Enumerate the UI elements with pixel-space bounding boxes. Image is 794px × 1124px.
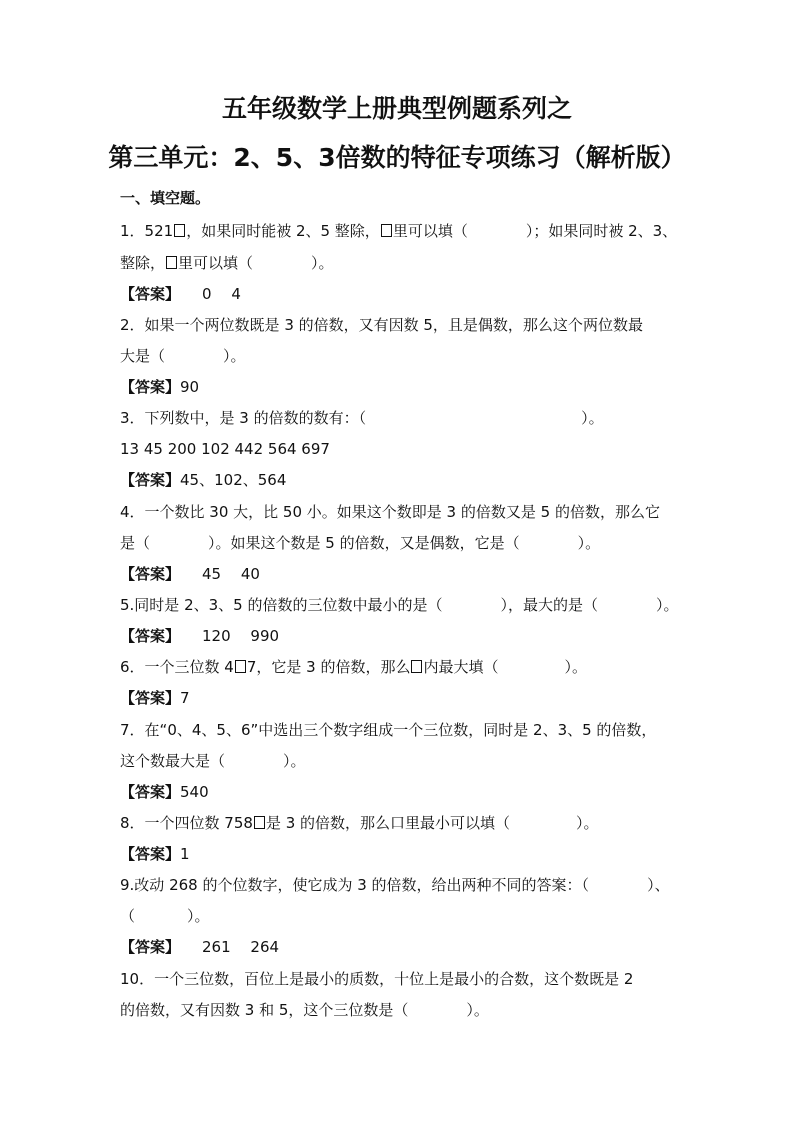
question-7-line1: 7．在“0、4、5、6”中选出三个数字组成一个三位数，同时是 2、3、5 的倍数，	[120, 721, 657, 739]
question-10-line2	[120, 999, 489, 1021]
answer-label: 【答案】	[120, 783, 181, 801]
answer-4-value: 45 40	[202, 565, 260, 583]
answer-label: 【答案】	[120, 471, 181, 489]
answer-6-value: 7	[180, 689, 190, 707]
question-8-line1	[120, 812, 599, 834]
answer-3	[120, 469, 286, 491]
q7-line2-text-a: 这个数最大是（	[120, 752, 226, 770]
answer-label: 【答案】	[120, 689, 181, 707]
answer-4	[120, 563, 260, 585]
answer-2-value: 90	[180, 378, 200, 396]
q9-line2-text-b: ）。	[187, 907, 210, 925]
q6-text-d: ）。	[564, 658, 588, 676]
blank-box-icon	[254, 816, 265, 829]
q4-line2-text-a: 是（	[120, 534, 151, 552]
q1-line2-text-a: 整除，	[120, 254, 166, 272]
answer-label: 【答案】	[120, 378, 181, 396]
q1-line2-text-b: 里可以填（	[178, 254, 254, 272]
answer-8	[120, 843, 190, 865]
answer-5-value: 120 990	[202, 627, 280, 645]
q1-line2-text-c: ）。	[311, 254, 334, 272]
question-9-line1	[120, 874, 670, 896]
question-3-numbers: 13 45 200 102 442 564 697	[120, 440, 330, 458]
q5-text-b: ），最大的是（	[500, 596, 598, 614]
blank-box-icon	[381, 224, 392, 237]
question-7-line2	[120, 750, 306, 772]
q9-text-b: ）、	[647, 876, 670, 894]
q3-text-b: ）。	[581, 409, 604, 427]
question-4-line2	[120, 532, 600, 554]
q9-text-a: 9.改动 268 的个位数字，使它成为 3 的倍数，给出两种不同的答案：（	[120, 876, 590, 894]
answer-7	[120, 781, 209, 803]
document-title-line2: 第三单元：2、5、3倍数的特征专项练习（解析版）	[108, 143, 686, 172]
q8-text-c: ）。	[576, 814, 599, 832]
question-3-line1	[120, 407, 604, 429]
q8-text-a: 8．一个四位数 758	[120, 814, 253, 832]
question-2-line1: 2．如果一个两位数既是 3 的倍数，又有因数 5，且是偶数，那么这个两位数最	[120, 316, 643, 334]
blank-box-icon	[166, 256, 177, 269]
section-heading-fill-blank: 一、填空题。	[120, 189, 211, 207]
q9-line2-text-a: （	[120, 907, 136, 925]
blank-box-icon	[411, 660, 422, 673]
q1-text-d: ）；如果同时被 2、3、	[525, 222, 678, 240]
answer-label: 【答案】	[120, 627, 181, 645]
question-1-line1	[120, 220, 677, 242]
q7-line2-text-b: ）。	[283, 752, 306, 770]
question-2-line2	[120, 345, 246, 367]
answer-7-value: 540	[180, 783, 209, 801]
answer-9-value: 261 264	[202, 938, 280, 956]
q10-line2-text-b: ）。	[466, 1001, 489, 1019]
question-6-line1	[120, 656, 587, 678]
answer-label: 【答案】	[120, 285, 181, 303]
question-5-line1	[120, 594, 679, 616]
q1-text-b: ，如果同时能被 2、5 整除，	[186, 222, 380, 240]
q5-text-a: 5.同时是 2、3、5 的倍数的三位数中最小的是（	[120, 596, 443, 614]
answer-3-value: 45、102、564	[180, 471, 287, 489]
question-9-line2	[120, 905, 210, 927]
q5-text-c: ）。	[656, 596, 679, 614]
answer-label: 【答案】	[120, 938, 181, 956]
q4-line2-text-b: ）。如果这个数是 5 的倍数，又是偶数，它是（	[208, 534, 520, 552]
answer-5	[120, 625, 279, 647]
blank-box-icon	[235, 660, 246, 673]
question-1-line2	[120, 252, 334, 274]
answer-8-value: 1	[180, 845, 190, 863]
answer-6	[120, 687, 190, 709]
q4-line2-text-c: ）。	[577, 534, 601, 552]
question-10-line1: 10．一个三位数，百位上是最小的质数，十位上是最小的合数，这个数既是 2	[120, 970, 634, 988]
q1-text-c: 里可以填（	[392, 222, 468, 240]
answer-1-value: 0 4	[202, 285, 241, 303]
q6-text-c: 内最大填（	[423, 658, 499, 676]
q10-line2-text-a: 的倍数，又有因数 3 和 5，这个三位数是（	[120, 1001, 409, 1019]
q8-text-b: 是 3 的倍数，那么口里最小可以填（	[265, 814, 511, 832]
answer-label: 【答案】	[120, 845, 181, 863]
blank-box-icon	[174, 224, 185, 237]
answer-9	[120, 936, 279, 958]
q3-text-a: 3．下列数中，是 3 的倍数的数有：（	[120, 409, 367, 427]
answer-1	[120, 283, 241, 305]
question-4-line1: 4．一个数比 30 大，比 50 小。如果这个数即是 3 的倍数又是 5 的倍数，那么它	[120, 503, 660, 521]
q2-line2-text-a: 大是（	[120, 347, 166, 365]
q1-text-a: 1．521	[120, 222, 174, 240]
q2-line2-text-b: ）。	[223, 347, 246, 365]
document-title-line1: 五年级数学上册典型例题系列之	[221, 94, 572, 123]
q6-text-a: 6．一个三位数 4	[120, 658, 234, 676]
answer-label: 【答案】	[120, 565, 181, 583]
answer-2	[120, 376, 199, 398]
q6-text-b: 7，它是 3 的倍数，那么	[246, 658, 411, 676]
